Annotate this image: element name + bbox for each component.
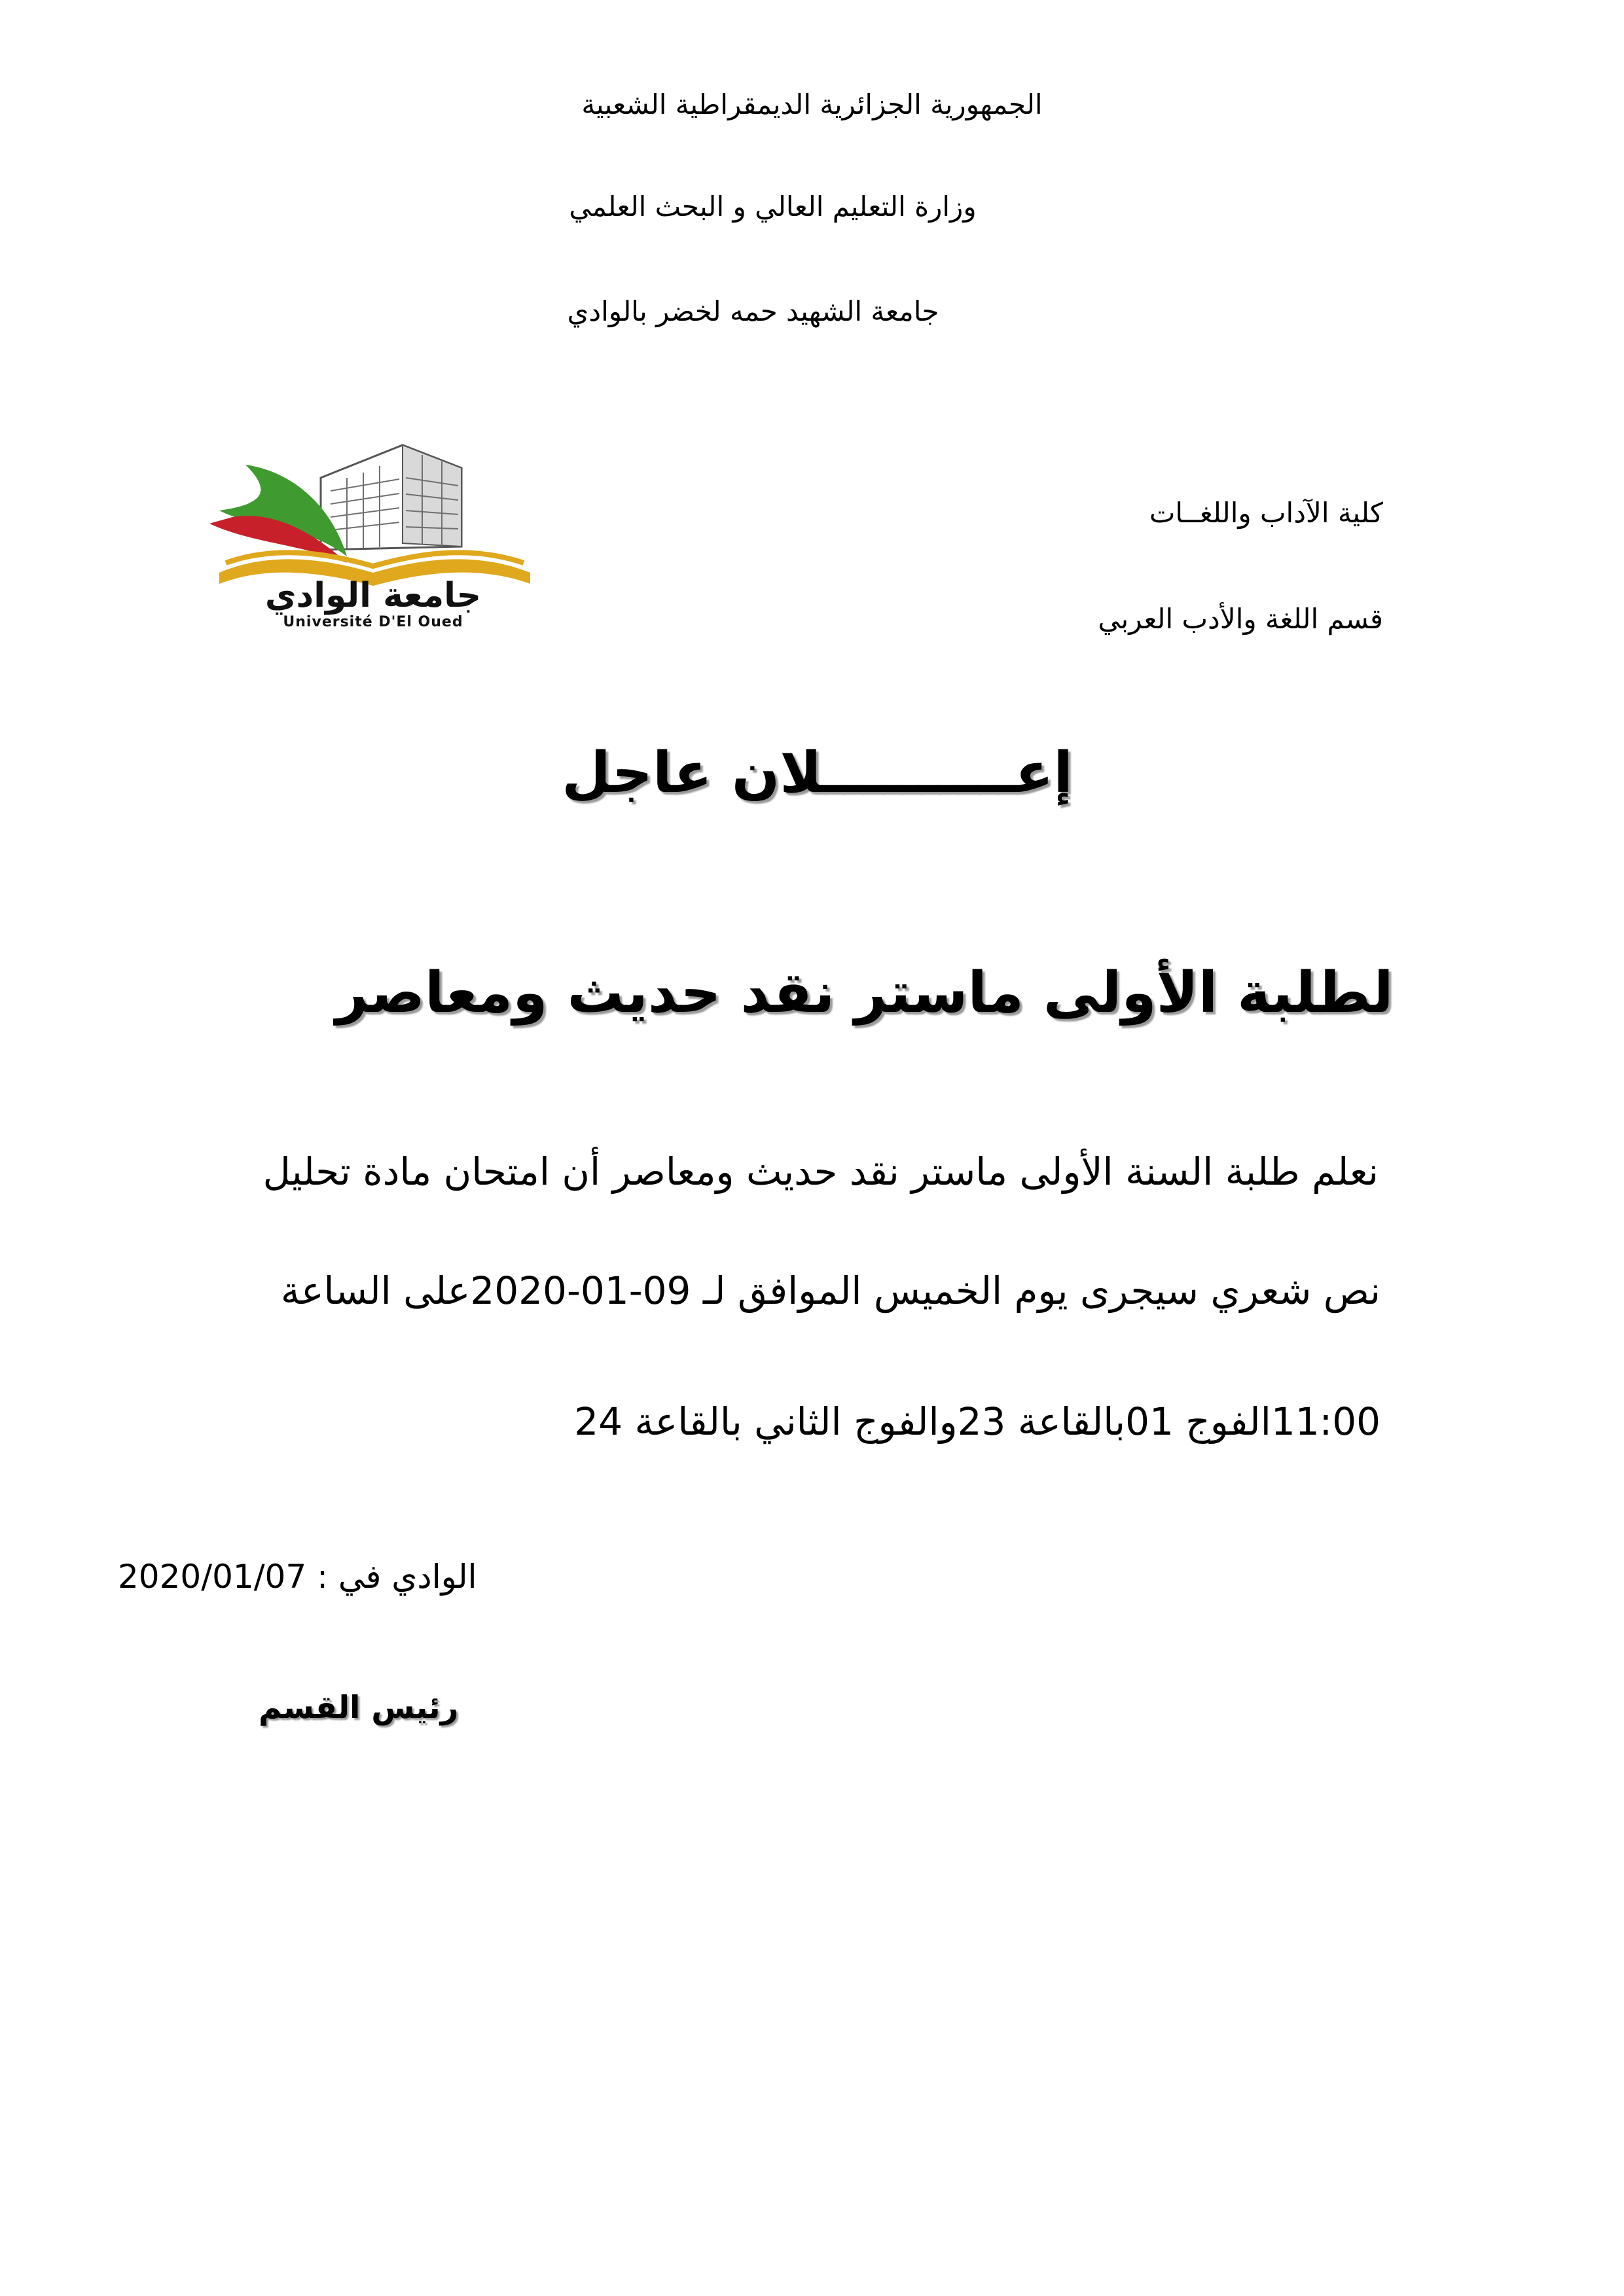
header-ministry: وزارة التعليم العالي و البحث العلمي	[569, 190, 977, 223]
signature-title: رئيس القسم	[259, 1689, 459, 1726]
body-line-3: 11:00الفوج 01بالقاعة 23والفوج الثاني بالقاعة 24	[574, 1399, 1380, 1444]
logo-french-text: Université D'El Oued	[283, 614, 463, 630]
header-republic: الجمهورية الجزائرية الديمقراطية الشعبية	[581, 88, 1043, 120]
audience-title: لطلبة الأولى ماستر نقد حديث ومعاصر	[335, 960, 1394, 1026]
university-logo	[206, 432, 540, 641]
notice-title: إعــــــــــلان عاجل	[562, 740, 1073, 806]
header-university: جامعة الشهيد حمه لخضر بالوادي	[567, 295, 939, 327]
department-name: قسم اللغة والأدب العربي	[1098, 603, 1383, 635]
body-line-2: نص شعري سيجرى يوم الخميس الموافق لـ 09-01-2020على الساعة	[280, 1268, 1380, 1313]
faculty-name: كلية الآداب واللغــات	[1149, 497, 1383, 529]
building-icon	[321, 445, 461, 550]
date-line: الوادي في : 2020/01/07	[118, 1558, 477, 1596]
body-line-1: نعلم طلبة السنة الأولى ماستر نقد حديث ومعاصر أن امتحان مادة تحليل	[262, 1149, 1379, 1194]
logo-arabic-text: جامعة الوادي	[264, 576, 482, 615]
